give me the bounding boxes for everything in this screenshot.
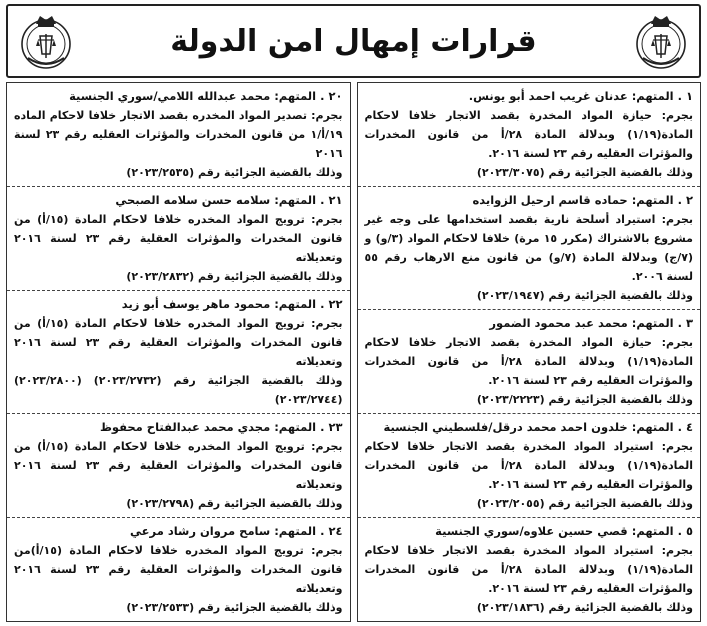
jordan-coat-of-arms-icon	[629, 10, 693, 74]
defendant-name: ٥ . المتهم: قصي حسين علاوه/سوري الجنسية	[435, 524, 693, 538]
defendant-name: ١ . المتهم: عدنان غريب احمد أبو يونس.	[468, 89, 693, 103]
charge-text: بجرم: استيراد المواد المخدرة بقصد الاتجار خلافا لاحكام المادة(١/١٩) وبدلالة المادة ٢٨/أ من قانون المخدرات والمؤثرات العقليه رقم ٢٣ لسنة ٢٠١٦.	[364, 440, 694, 491]
right-column	[357, 82, 702, 622]
case-number: وذلك بالقضية الجزائية رقم (٢٠٢٣/١٨٣٦)	[476, 601, 693, 614]
header-banner	[6, 4, 701, 78]
charge-text: بجرم: استيراد المواد المخدرة بقصد الاتجار خلافا لاحكام المادة(١/١٩) وبدلالة المادة ٢٨/أ من قانون المخدرات والمؤثرات العقليه رقم ٢٣ لسنة ٢٠١٦.	[364, 544, 694, 595]
decision-entry	[358, 310, 701, 414]
charge-text: بجرم: تصدير المواد المخدره بقصد الاتجار خلافا لاحكام الماده ١٩/أ/١ من قانون المخدرات والمؤثرات العقليه رقم ٢٣ لسنة ٢٠١٦	[14, 109, 343, 160]
decision-entry	[7, 83, 350, 187]
defendant-name: ٢٣ . المتهم: مجدي محمد عبدالفتاح محفوظ	[99, 420, 343, 434]
jordan-coat-of-arms-icon	[14, 10, 78, 74]
decision-entry	[358, 518, 701, 621]
case-number: وذلك بالقضية الجزائية رقم (٢٠٢٣/٢٠٥٥)	[476, 497, 693, 510]
case-number: وذلك بالقضية الجزائية رقم (٢٠٢٣/١٩٤٧)	[476, 289, 693, 302]
defendant-name: ٤ . المتهم: خلدون احمد محمد درقل/فلسطيني الجنسية	[383, 420, 693, 434]
case-number: وذلك بالقضية الجزائية رقم (٢٠٢٣/٢٥٣٥)	[126, 166, 343, 179]
defendant-name: ٢٢ . المتهم: محمود ماهر يوسف أبو زيد	[121, 297, 343, 311]
charge-text: بجرم: استيراد أسلحة نارية بقصد استخدامها على وجه غير مشروع بالاشتراك (مكرر ١٥ مرة) خلافا لاحكام المواد (٣/و) و (٧/ج) وبدلالة المادة (٧/و) من قانون منع الارهاب رقم ٥٥ لسنة ٢٠٠٦.	[364, 213, 693, 283]
decision-entry	[358, 187, 701, 310]
left-column	[6, 82, 351, 622]
case-number: وذلك بالقضية الجزائية رقم (٢٠٢٣/٢٢٢٣)	[476, 393, 693, 406]
defendant-name: ٣ . المتهم: محمد عبد محمود الضمور	[489, 316, 693, 330]
case-number: وذلك بالقضية الجزائية رقم (٢٠٢٣/٢٧٣٢) (٢٠٢٣/٢٨٠٠) (٢٠٢٣/٢٧٤٤)	[14, 374, 343, 406]
charge-text: بجرم: ترويج المواد المخدره خلافا لاحكام المادة (١٥/أ)من قانون المخدرات والمؤثرات العقلية رقم ٢٣ لسنة ٢٠١٦ وتعديلاته	[14, 544, 343, 595]
charge-text: بجرم: ترويج المواد المخدره خلافا لاحكام المادة (١٥/أ) من قانون المخدرات والمؤثرات العقلية رقم ٢٣ لسنة ٢٠١٦ وتعديلاته	[14, 440, 343, 491]
case-number: وذلك بالقضية الجزائية رقم (٢٠٢٣/٣٠٧٥)	[476, 166, 693, 179]
decision-entry	[7, 518, 350, 621]
decision-columns	[6, 82, 701, 622]
charge-text: بجرم: ترويج المواد المخدره خلافا لاحكام المادة (١٥/أ) من قانون المخدرات والمؤثرات العقلية رقم ٢٣ لسنة ٢٠١٦ وتعديلاته	[14, 213, 343, 264]
decision-entry	[7, 291, 350, 414]
defendant-name: ٢٤ . المتهم: سامح مروان رشاد مرعي	[130, 524, 343, 538]
decision-entry	[358, 83, 701, 187]
decision-entry	[7, 414, 350, 518]
case-number: وذلك بالقضية الجزائية رقم (٢٠٢٣/٢٧٩٨)	[126, 497, 343, 510]
charge-text: بجرم: حيازة المواد المخدرة بقصد الاتجار خلافا لاحكام المادة(١/١٩) وبدلالة المادة ٢٨/أ من قانون المخدرات والمؤثرات العقليه رقم ٢٣ لسنة ٢٠١٦.	[364, 336, 694, 387]
defendant-name: ٢ . المتهم: حماده قاسم ارحيل الزوايده	[472, 193, 693, 207]
case-number: وذلك بالقضية الجزائية رقم (٢٠٢٣/٢٨٣٢)	[126, 270, 343, 283]
page-title: قرارات إمهال امن الدولة	[170, 23, 537, 59]
decision-entry	[358, 414, 701, 518]
charge-text: بجرم: حيازة المواد المخدرة بقصد الاتجار خلافا لاحكام المادة(١/١٩) وبدلالة المادة ٢٨/أ من قانون المخدرات والمؤثرات العقليه رقم ٢٣ لسنة ٢٠١٦.	[364, 109, 694, 160]
case-number: وذلك بالقضية الجزائية رقم (٢٠٢٣/٢٥٣٣)	[126, 601, 343, 614]
defendant-name: ٢٠ . المتهم: محمد عبدالله اللامي/سوري الجنسية	[69, 89, 343, 103]
defendant-name: ٢١ . المتهم: سلامه حسن سلامه الصبحي	[115, 193, 343, 207]
charge-text: بجرم: ترويج المواد المخدره خلافا لاحكام المادة (١٥/أ) من قانون المخدرات والمؤثرات العقلية رقم ٢٣ لسنة ٢٠١٦ وتعديلاته	[14, 317, 343, 368]
decision-entry	[7, 187, 350, 291]
